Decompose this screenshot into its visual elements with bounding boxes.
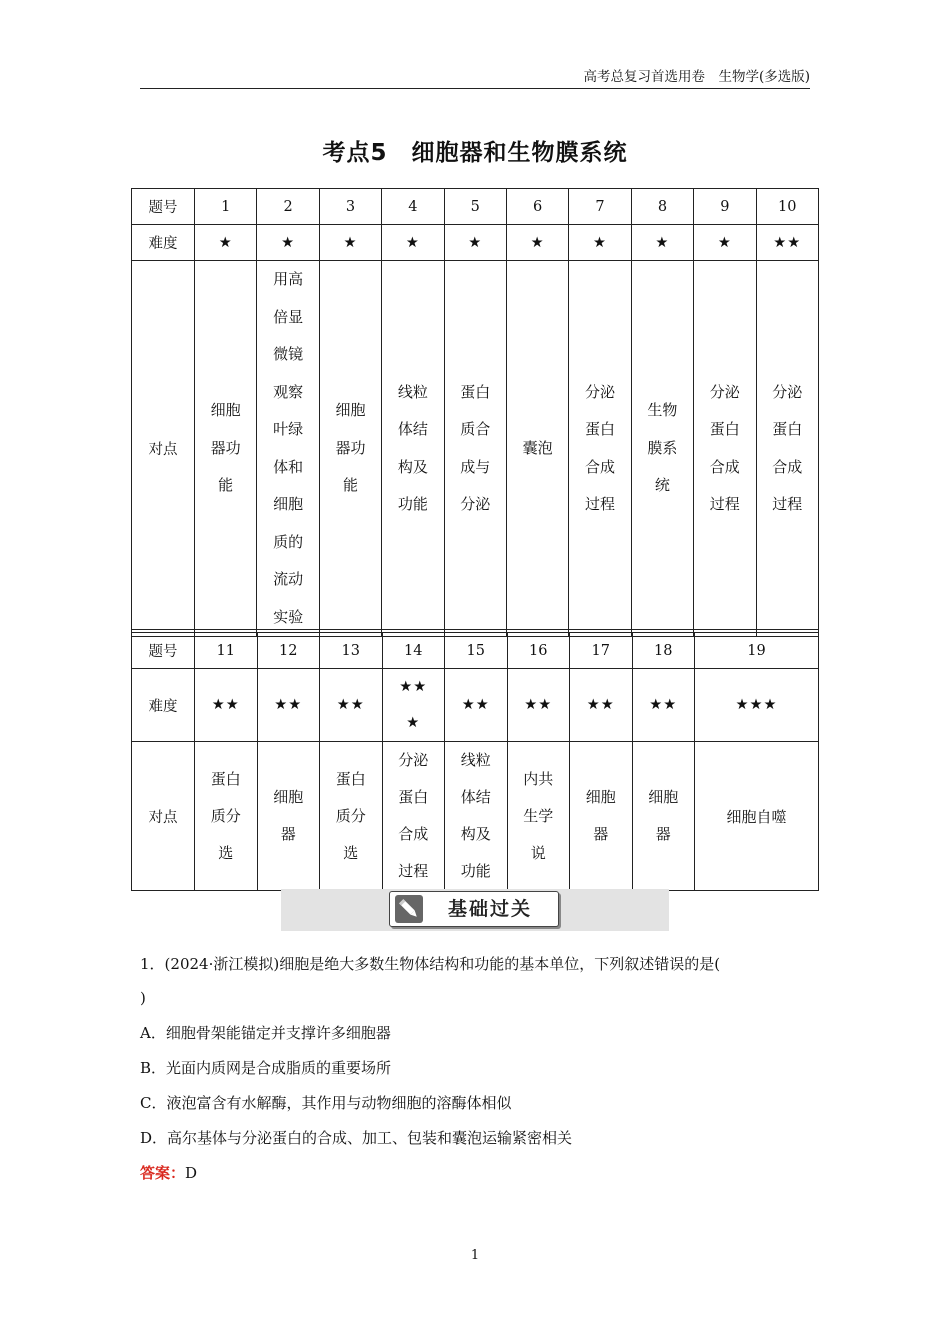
difficulty-stars: ★★ — [320, 669, 383, 742]
topic-text: 用高倍显微镜观察叶绿体和细胞质的流动实验 — [273, 270, 304, 626]
page-number: 1 — [470, 1248, 480, 1263]
difficulty-stars: ★ — [382, 225, 444, 261]
topic-text: 分泌蛋白合成过程 — [398, 751, 429, 880]
option-d: D．高尔基体与分泌蛋白的合成、加工、包装和囊泡运输紧密相关 — [140, 1129, 573, 1147]
row-label-number: 题号 — [132, 633, 195, 669]
question-number: 4 — [382, 189, 444, 225]
option-b: B．光面内质网是合成脂质的重要场所 — [140, 1059, 392, 1077]
page-title: 考点5 细胞器和生物膜系统 — [322, 140, 628, 166]
question-number: 6 — [506, 189, 568, 225]
topic-text: 细胞自噬 — [726, 807, 787, 826]
page-header: 高考总复习首选用卷 生物学(多选版) — [140, 68, 810, 89]
topic-text: 细胞器 — [648, 788, 679, 843]
section-banner-label: 基础过关 — [447, 898, 532, 920]
question-number: 15 — [445, 633, 508, 669]
topic-text: 细胞器功能 — [335, 401, 366, 495]
topic-text: 细胞器 — [585, 788, 616, 843]
topic-cell — [382, 261, 444, 637]
difficulty-stars: ★ — [257, 225, 319, 261]
topic-text: 内共生学说 — [523, 769, 554, 862]
topic-cell — [257, 742, 320, 891]
question-number: 18 — [632, 633, 695, 669]
difficulty-stars: ★★ — [756, 225, 818, 261]
topic-text: 分泌蛋白合成过程 — [772, 382, 803, 513]
topic-text: 分泌蛋白合成过程 — [585, 382, 616, 513]
topic-cell — [631, 261, 693, 637]
difficulty-stars: ★★ — [195, 669, 258, 742]
answer-label: 答案： — [140, 1164, 186, 1182]
question-number: 2 — [257, 189, 319, 225]
difficulty-stars: ★ — [694, 225, 756, 261]
topic-cell — [319, 261, 381, 637]
difficulty-stars: ★★ — [257, 669, 320, 742]
row-label-topic: 对点 — [132, 742, 195, 891]
section-banner-box — [389, 891, 559, 927]
topic-text: 蛋白质分选 — [210, 769, 241, 862]
difficulty-stars: ★★ — [445, 669, 508, 742]
topic-text: 线粒体结构及功能 — [460, 751, 491, 880]
answer-value: D — [185, 1164, 198, 1182]
option-a: A．细胞骨架能锚定并支撑许多细胞器 — [140, 1024, 391, 1042]
topic-text: 蛋白质分选 — [335, 769, 366, 862]
topic-text: 细胞器 — [273, 788, 304, 843]
topic-cell — [632, 742, 695, 891]
pencil-icon — [394, 894, 424, 924]
question-1-stem: 1．(2024·浙江模拟)细胞是绝大多数生物体结构和功能的基本单位，下列叙述错误的是( — [140, 955, 721, 973]
topic-cell — [444, 261, 506, 637]
topic-cell — [756, 261, 818, 637]
question-number: 9 — [694, 189, 756, 225]
difficulty-stars-text: ★★★ — [399, 679, 428, 731]
question-number: 12 — [257, 633, 320, 669]
question-1-stem-end: ) — [140, 989, 146, 1007]
topic-cell — [195, 742, 258, 891]
question-number: 1 — [195, 189, 257, 225]
question-number: 10 — [756, 189, 818, 225]
topic-cell — [695, 742, 819, 891]
topic-text: 细胞器功能 — [210, 401, 241, 495]
difficulty-stars: ★ — [569, 225, 631, 261]
topic-cell — [195, 261, 257, 637]
topic-cell — [570, 742, 633, 891]
topic-cell — [569, 261, 631, 637]
difficulty-stars: ★★★ — [695, 669, 819, 742]
topic-cell — [506, 261, 568, 637]
difficulty-stars: ★ — [195, 225, 257, 261]
topic-cell — [382, 742, 445, 891]
topic-text: 分泌蛋白合成过程 — [709, 382, 740, 513]
topic-table-2 — [131, 632, 819, 891]
question-number: 13 — [320, 633, 383, 669]
difficulty-stars: ★★ — [632, 669, 695, 742]
question-number: 17 — [570, 633, 633, 669]
question-number: 5 — [444, 189, 506, 225]
difficulty-stars: ★ — [319, 225, 381, 261]
topic-text: 囊泡 — [522, 438, 553, 457]
question-number: 3 — [319, 189, 381, 225]
difficulty-stars: ★★ — [507, 669, 570, 742]
topic-cell — [507, 742, 570, 891]
question-number: 19 — [695, 633, 819, 669]
row-label-number: 题号 — [132, 189, 195, 225]
question-number: 16 — [507, 633, 570, 669]
option-c: C．液泡富含有水解酶，其作用与动物细胞的溶酶体相似 — [140, 1094, 512, 1112]
difficulty-stars: ★ — [444, 225, 506, 261]
question-number: 8 — [631, 189, 693, 225]
row-label-topic: 对点 — [132, 261, 195, 637]
answer-line — [140, 1161, 820, 1185]
row-label-difficulty: 难度 — [132, 225, 195, 261]
topic-cell — [445, 742, 508, 891]
topic-cell — [320, 742, 383, 891]
difficulty-stars: ★ — [631, 225, 693, 261]
topic-cell — [694, 261, 756, 637]
difficulty-stars — [382, 669, 445, 742]
topic-text: 生物膜系统 — [647, 401, 678, 495]
topic-text: 蛋白质合成与分泌 — [460, 382, 491, 513]
topic-table-1 — [131, 188, 819, 637]
difficulty-stars: ★ — [506, 225, 568, 261]
topic-text: 线粒体结构及功能 — [397, 382, 428, 513]
topic-cell — [257, 261, 319, 637]
row-label-difficulty: 难度 — [132, 669, 195, 742]
question-number: 7 — [569, 189, 631, 225]
section-banner — [281, 889, 669, 931]
difficulty-stars: ★★ — [570, 669, 633, 742]
question-number: 14 — [382, 633, 445, 669]
question-number: 11 — [195, 633, 258, 669]
